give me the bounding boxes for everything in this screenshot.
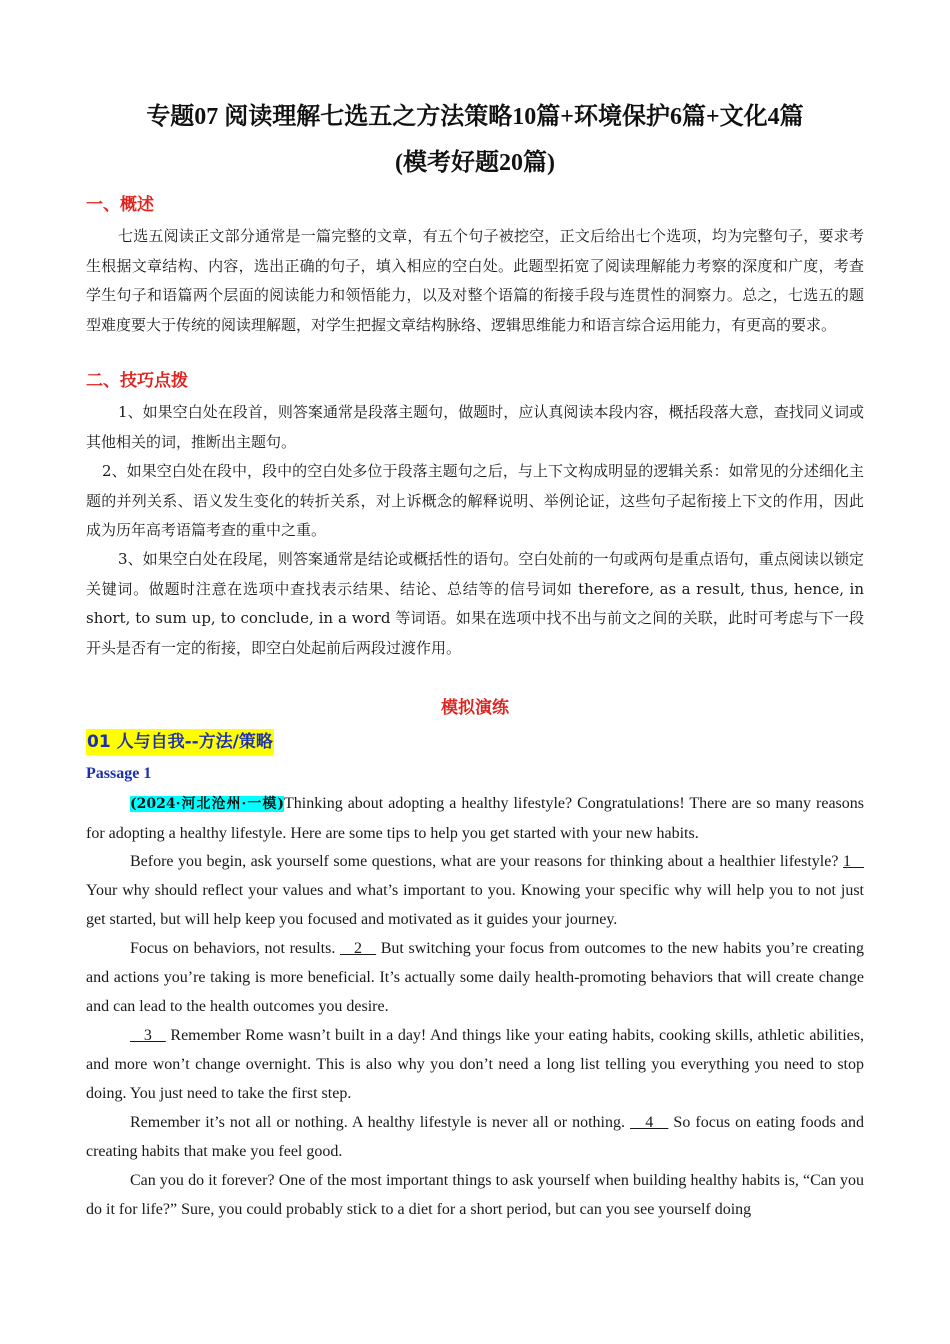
passage-paragraph-5: Remember it’s not all or nothing. A healthy lifestyle is never all or nothing. 4 So focus on eating foods and creating habits that make you feel good. xyxy=(86,1114,865,1160)
blank-1: 1 xyxy=(842,853,865,870)
passage-label: Passage 1 xyxy=(86,765,152,782)
passage-paragraph-3: Focus on behaviors, not results. 2 But switching your focus from outcomes to the new habits you’re creating and actions you’re taking is more beneficial. It’s actually some daily health-promoting behaviors that will create change and can lead to the health outcomes you desire. xyxy=(86,940,864,1015)
passage-paragraph-2: Before you begin, ask yourself some questions, what are your reasons for thinking about a healthier lifestyle? 1 Your why should reflect your values and what’s important to you. Knowing your specific why will help you to not just get started, but will help keep you focused and motivated as it guides your journey. xyxy=(86,853,865,928)
section-title: 01 人与自我--方法/策略 xyxy=(86,729,274,755)
tip-item-3: 3、如果空白处在段尾，则答案通常是结论或概括性的语句。空白处前的一句或两句是重点语句，重点阅读以锁定关键词。做题时注意在选项中查找表示结果、结论、总结等的信号词如 therefore, as a result, thus, hence, in short, to sum up, to conclude, in a word 等词语。如果在选项中找不出与前文之间的关联，此时可考虑与下一段开头是否有一定的衔接，即空白处起前后两段过渡作用。 xyxy=(86,550,864,657)
document-title-line2: (模考好题20篇) xyxy=(395,150,555,176)
overview-paragraph: 七选五阅读正文部分通常是一篇完整的文章，有五个句子被挖空，正文后给出七个选项，均为完整句子，要求考生根据文章结构、内容，选出正确的句子，填入相应的空白处。此题型拓宽了阅读理解能力考察的深度和广度，考查学生句子和语篇两个层面的阅读能力和领悟能力，以及对整个语篇的衔接手段与连贯性的洞察力。总之，七选五的题型难度要大于传统的阅读理解题，对学生把握文章结构脉络、逻辑思维能力和语言综合运用能力，有更高的要求。 xyxy=(86,227,864,334)
passage-paragraph-4: 3 Remember Rome wasn’t built in a day! And things like your eating habits, cooking skills, athletic abilities, and more won’t change overnight. This is also why you don’t need a long list telling you everything you need to stop doing. You just need to take the first step. xyxy=(86,1027,865,1102)
practice-heading: 模拟演练 xyxy=(441,698,509,718)
source-tag: (2024·河北沧州·一模) xyxy=(130,796,285,812)
blank-3: 3 xyxy=(130,1027,166,1044)
blank-2: 2 xyxy=(340,940,377,957)
blank-4: 4 xyxy=(630,1114,669,1131)
tips-heading: 二、技巧点拨 xyxy=(86,371,188,391)
overview-heading: 一、概述 xyxy=(86,195,154,215)
tip-item-2: 2、如果空白处在段中，段中的空白处多位于段落主题句之后，与上下文构成明显的逻辑关系：如常见的分述细化主题的并列关系、语义发生变化的转折关系，对上诉概念的解释说明、举例论证，这些句子起衔接上下文的作用，因此成为历年高考语篇考查的重中之重。 xyxy=(86,462,864,539)
passage-paragraph-1 xyxy=(86,789,864,848)
paragraph-1-text: Thinking about adopting a healthy lifestyle? Congratulations! There are so many reasons for adopting a healthy lifestyle. Here are some tips to help you get started with your new habits. xyxy=(86,795,864,842)
document-title-line1: 专题07 阅读理解七选五之方法策略10篇+环境保护6篇+文化4篇 xyxy=(146,104,804,130)
passage-paragraph-6: Can you do it forever? One of the most important things to ask yourself when building healthy habits is, “Can you do it for life?” Sure, you could probably stick to a diet for a short period, but can you see yourself doing xyxy=(86,1172,864,1218)
tip-item-1: 1、如果空白处在段首，则答案通常是段落主题句，做题时，应认真阅读本段内容，概括段落大意，查找同义词或其他相关的词，推断出主题句。 xyxy=(86,403,864,451)
